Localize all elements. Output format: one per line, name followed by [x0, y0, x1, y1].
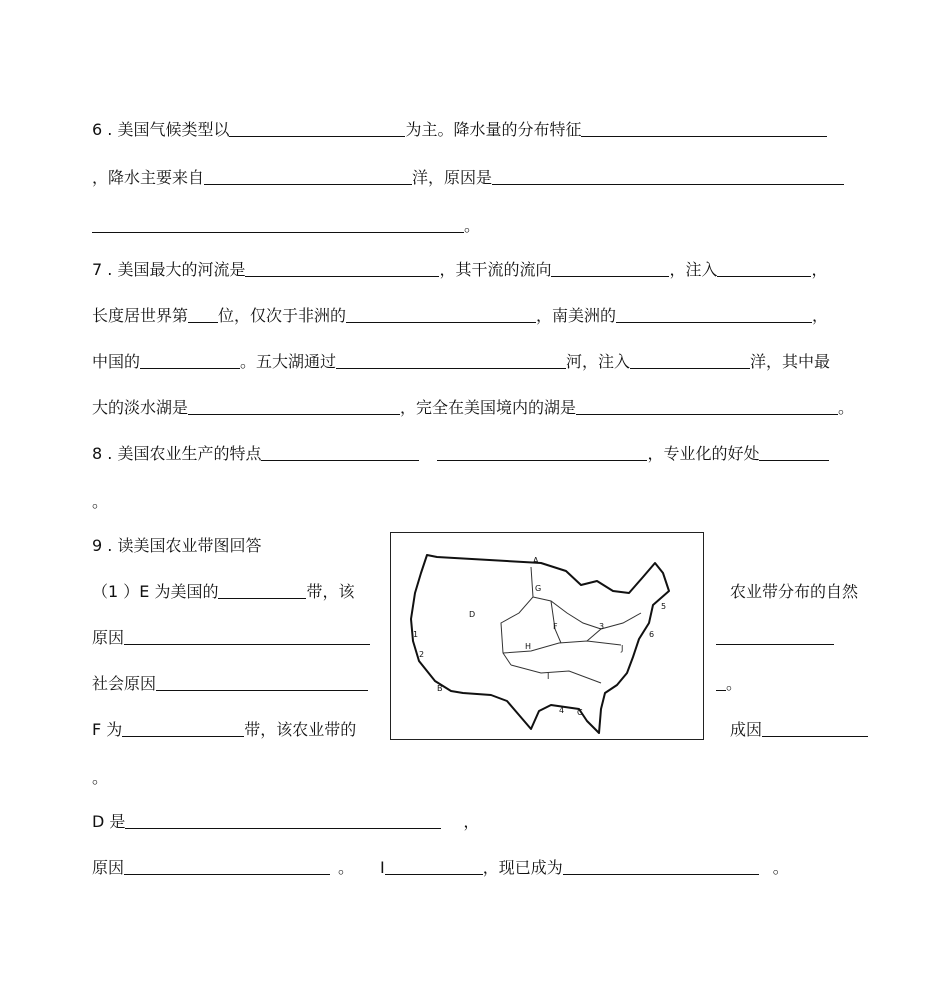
q9-p3-right	[716, 672, 742, 696]
q9-text: ，现已成为	[482, 858, 563, 877]
q9-p2	[92, 626, 370, 650]
answer-blank[interactable]	[140, 350, 240, 369]
map-label-H: H	[525, 642, 532, 651]
map-label-1: 1	[413, 630, 419, 639]
q9-text: 。	[92, 768, 109, 787]
q8-text: 8 . 美国农业生产的特点	[92, 444, 262, 463]
answer-blank[interactable]	[124, 856, 330, 875]
q8-text: 。	[92, 492, 109, 511]
q9-text: 带，该	[306, 582, 355, 601]
q9-text: ，	[463, 812, 480, 831]
q9-p4-right	[730, 718, 868, 742]
map-label-I: I	[547, 672, 550, 681]
answer-blank[interactable]	[716, 626, 834, 645]
q9-text: 。	[338, 858, 355, 877]
usa-outline	[411, 555, 669, 733]
q9-title-text: 9 . 读美国农业带图回答	[92, 536, 262, 555]
answer-blank[interactable]	[762, 718, 868, 737]
q7-text: ，	[811, 260, 828, 279]
map-label-G: G	[535, 584, 542, 593]
q7-text: 洋，其中最	[750, 352, 831, 371]
q6-text: ，降水主要来自	[92, 168, 205, 187]
q7-line4	[92, 396, 854, 420]
answer-blank[interactable]	[188, 396, 400, 415]
q7-text: ，南美洲的	[536, 306, 617, 325]
q7-text: 。	[838, 398, 855, 417]
answer-blank[interactable]	[245, 258, 439, 277]
q9-text: （1 ）E 为美国的	[92, 582, 219, 601]
map-label-2: 2	[419, 650, 425, 659]
answer-blank[interactable]	[563, 856, 759, 875]
map-label-B: B	[437, 684, 443, 693]
q7-text: ，其干流的流向	[439, 260, 552, 279]
answer-blank[interactable]	[124, 626, 370, 645]
q7-text: 长度居世界第	[92, 306, 189, 325]
answer-blank[interactable]	[717, 258, 811, 277]
map-label-5: 5	[661, 602, 667, 611]
answer-blank[interactable]	[385, 856, 483, 875]
q9-text: F 为	[92, 720, 123, 739]
answer-blank[interactable]	[630, 350, 750, 369]
q9-title	[92, 534, 261, 558]
answer-blank[interactable]	[229, 118, 405, 137]
q9-text: 成因	[730, 720, 763, 739]
map-label-4: 4	[559, 706, 565, 715]
map-label-A: A	[533, 556, 539, 565]
map-label-3: 3	[599, 622, 605, 631]
q6-text: 6 . 美国气候类型以	[92, 120, 230, 139]
q9-text: 带，该农业带的	[244, 720, 357, 739]
q9-text: 原因	[92, 628, 125, 647]
usa-map-svg	[391, 533, 703, 739]
q7-text: 河，注入	[566, 352, 631, 371]
answer-blank[interactable]	[759, 442, 829, 461]
q6-text: 为主。降水量的分布特征	[405, 120, 582, 139]
q7-line2	[92, 304, 828, 328]
q7-text: 7 . 美国最大的河流是	[92, 260, 246, 279]
answer-blank[interactable]	[581, 118, 827, 137]
q9-text: 原因	[92, 858, 125, 877]
answer-blank[interactable]	[218, 580, 306, 599]
map-label-6: 6	[649, 630, 655, 639]
q9-p1-right	[730, 580, 858, 604]
answer-blank[interactable]	[125, 810, 441, 829]
q8-line1	[92, 442, 829, 466]
answer-blank[interactable]	[122, 718, 244, 737]
answer-blank[interactable]	[716, 672, 726, 691]
q8-text: ，专业化的好处	[647, 444, 760, 463]
q6-line2	[92, 166, 844, 190]
q9-p2-right	[716, 626, 834, 650]
answer-blank[interactable]	[492, 166, 844, 185]
q9-text: D 是	[92, 812, 126, 831]
q7-text: 大的淡水湖是	[92, 398, 189, 417]
q7-text: 中国的	[92, 352, 141, 371]
answer-blank[interactable]	[346, 304, 536, 323]
q9-text: I	[380, 858, 385, 877]
map-label-D: D	[469, 610, 476, 619]
q7-text: 位，仅次于非洲的	[218, 306, 347, 325]
q7-line3	[92, 350, 830, 374]
q9-text: 。	[726, 674, 743, 693]
q9-text: 农业带分布的自然	[730, 582, 859, 601]
q7-line1	[92, 258, 828, 282]
q9-p5	[92, 766, 108, 790]
q6-text: 洋，原因是	[412, 168, 493, 187]
q6-text: 。	[464, 216, 481, 235]
q9-p4	[92, 718, 356, 742]
map-label-J: J	[621, 644, 624, 653]
answer-blank[interactable]	[437, 442, 647, 461]
map-label-F: F	[553, 622, 558, 631]
usa-agricultural-belts-map	[390, 532, 704, 740]
q9-text: 。	[772, 858, 789, 877]
answer-blank[interactable]	[576, 396, 838, 415]
answer-blank[interactable]	[551, 258, 669, 277]
q7-text: ，	[812, 306, 829, 325]
answer-blank[interactable]	[188, 304, 218, 323]
answer-blank[interactable]	[616, 304, 812, 323]
q6-line3	[92, 214, 480, 238]
q6-line1	[92, 118, 827, 142]
q7-text: ，完全在美国境内的湖是	[400, 398, 577, 417]
map-label-C: C	[577, 708, 583, 717]
answer-blank[interactable]	[92, 214, 464, 233]
q8-line2	[92, 490, 108, 514]
q7-text: ，注入	[669, 260, 718, 279]
q9-text: 社会原因	[92, 674, 157, 693]
q9-p1	[92, 580, 354, 604]
q9-p3	[92, 672, 368, 696]
answer-blank[interactable]	[261, 442, 419, 461]
q7-text: 。五大湖通过	[240, 352, 337, 371]
answer-blank[interactable]	[156, 672, 368, 691]
q9-p7	[92, 856, 789, 880]
q9-p6	[92, 810, 479, 834]
answer-blank[interactable]	[204, 166, 412, 185]
answer-blank[interactable]	[336, 350, 566, 369]
